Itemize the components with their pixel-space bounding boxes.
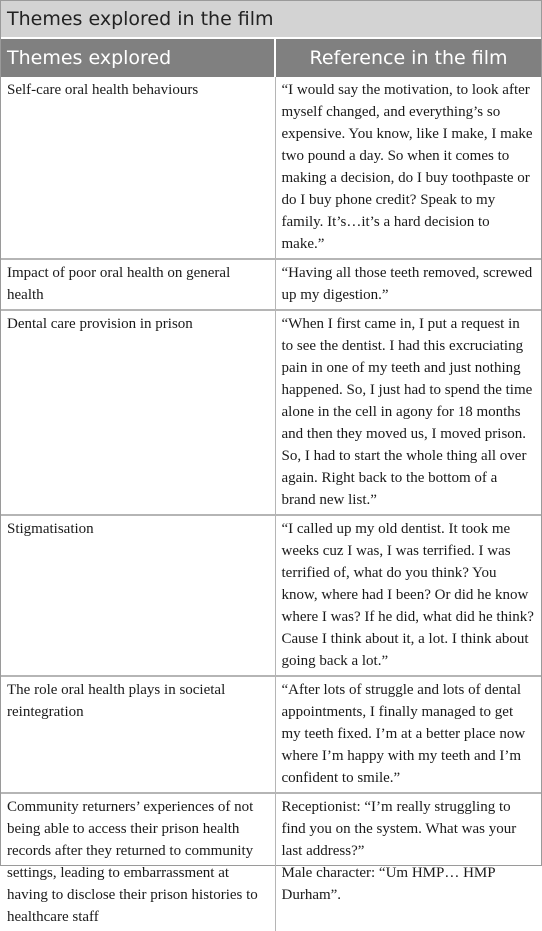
reference-cell: “After lots of struggle and lots of dental appointments, I finally managed to get my teeth fixed. I’m at a better place now where I’m happy with my teeth and I’m confident to smile.”: [275, 676, 541, 793]
theme-cell: The role oral health plays in societal reintegration: [1, 676, 275, 793]
reference-cell: Receptionist: “I’m really struggling to find you on the system. What was your last address?” Male character: “Um HMP… HMP Durham”.: [281, 799, 517, 903]
reference-cell: “When I first came in, I put a request in to see the dentist. I had this excruciating pain in one of my teeth and just nothing happened. So, I just had to spend the time alone in the cell in agony for 18 months and then they moved us, I moved prison. So, I had to start the whole thing all over again. Right back to the bottom of a brand new list.”: [275, 310, 541, 515]
header-row: [1, 39, 541, 77]
theme-cell: Impact of poor oral health on general health: [1, 259, 275, 310]
theme-cell: Dental care provision in prison: [1, 310, 275, 515]
table-caption: Themes explored in the film: [1, 1, 541, 39]
theme-cell: Self-care oral health behaviours: [1, 77, 275, 259]
themes-table: [1, 39, 541, 931]
reference-cell: “Having all those teeth removed, screwed up my digestion.”: [275, 259, 541, 310]
column-header-themes: Themes explored: [1, 39, 275, 77]
table-row: [1, 793, 541, 931]
table-row: [1, 676, 541, 793]
table-row: [1, 259, 541, 310]
table-row: [1, 310, 541, 515]
theme-cell: Community returners’ experiences of not being able to access their prison health records after they returned to community settings, leading to embarrassment at having to disclose their prison histories to healthcare staff: [1, 793, 275, 931]
theme-cell: Stigmatisation: [1, 515, 275, 676]
reference-cell: “I called up my old dentist. It took me weeks cuz I was, I was terrified. I was terrified of, what do you think? You know, where had I been? Or did he know where I was? If he did, what did he think? Cause I think about it, a lot. I think about going back a lot.”: [275, 515, 541, 676]
column-header-reference: Reference in the film: [275, 39, 541, 77]
reference-cell: “I would say the motivation, to look after myself changed, and everything’s so expensive. You know, like I make, I make two pound a day. So when it comes to making a decision, do I buy toothpaste or do I buy phone credit? Speak to my family. It’s…it’s a hard decision to make.”: [275, 77, 541, 259]
table-row: [1, 515, 541, 676]
table-row: [1, 77, 541, 259]
